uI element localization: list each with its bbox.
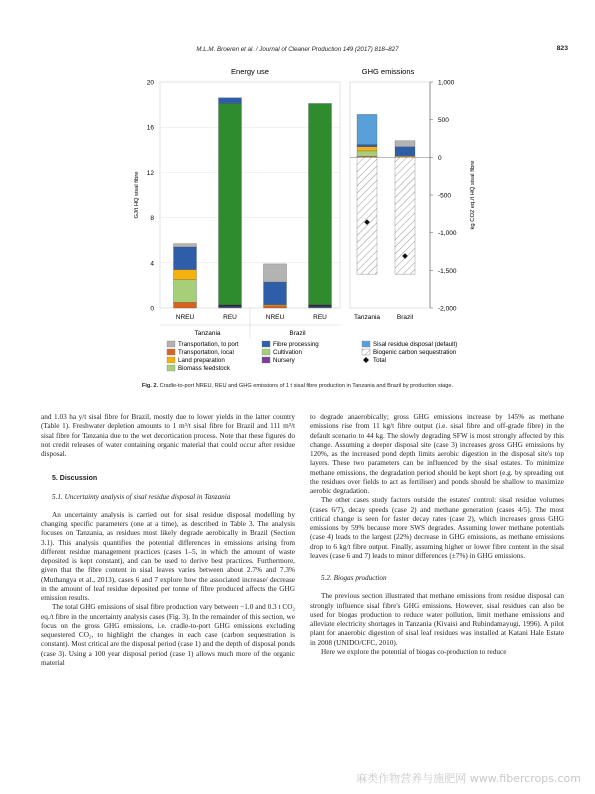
bar-segment [357,145,377,147]
y-tick-label: -2,000 [438,305,457,313]
bar-segment [219,103,242,304]
bar-segment [357,114,377,144]
legend-swatch [362,349,370,355]
watermark: 麻类作物营养与施肥网 www.fibercrops.com [356,772,581,785]
left-column [41,413,295,668]
legend-label: Transportation, local [178,349,234,357]
chart-title: Energy use [231,67,269,76]
legend-label: Fibre processing [273,341,319,349]
right-column [310,413,564,657]
bar-segment [357,151,377,156]
section-heading-discussion: 5. Discussion [52,475,98,483]
bar-segment [219,307,242,308]
group-label: Brazil [289,330,306,337]
paragraph: An uncertainty analysis is carried out for sisal residue disposal modelling by changing specific parameters (one at a time), as described in Table 3. The analysis focuses on Tanzania, as residues most likely degrade aerobically in Brazil (Section 3.1). This analysis quantifies the potential differences in emissions arising from different residue management practices (cases 1–5, in which the amount of waste deposited is kept constant), and can be used to derive best practices. Furthermore, given that the fibre content in sisal leaves varies between about 2.7% and 7.3% (Muthangya et al., 2013), cases 6 and 7 explore how the associated increase/ decrease in the amount of leaf residue deposited per tonne of fibre produced affects the GHG emission results. [41,510,295,602]
chart-title: GHG emissions [361,67,415,76]
legend-swatch [167,341,175,347]
legend-swatch [262,357,270,363]
legend-swatch [362,341,370,347]
x-tick-label: NREU [265,314,285,321]
legend-label: Sisal residue disposal (default) [373,341,458,349]
x-tick-label: REU [223,314,237,321]
bar-segment [357,157,377,274]
paragraph: to degrade anaerobically; gross GHG emissions increase by 145% as methane emissions rise from 11 kg/t fibre output (i.e. sisal fibre and off-grade fibre) in the default scenario to 44 kg. The slowly degrading SFW is most strongly affected by this change. Assuming a deeper disposal site (case 3) increases gross GHG emissions by 120%, as the increased pond depth limits aerobic digestion in the disposal site's top layers. These two parameters can be influenced by the sisal estates. To minimize methane emissions, the degradation period should be kept short (e.g. by spreading out the residues over fields to act as fertiliser) and ponds should be shallow to maximize aerobic degradation. [310,413,564,495]
bar-segment [219,98,242,104]
bar-segment [174,280,197,303]
legend-label: Biogenic carbon sequestration [373,349,457,357]
y-tick-label: 8 [150,215,154,223]
legend-label: Cultivation [273,349,302,357]
figure-chart [120,62,560,380]
legend-swatch [262,341,270,347]
y-tick-label: -1,000 [438,230,457,238]
paragraph: The other cases study factors outside the estates' control: sisal residue volumes (cases 6/7), decay speeds (case 2) and methane generation (cases 4/5). The most critical change is seen for faster decay rates (case 2), which increases gross GHG emissions by 59% because more SWS degrades. Assuming lower methane potentials (case 4) leads to the largest (22%) decrease in GHG emissions, as methane emissions drop to 6 kg/t fibre output. Finally, assuming higher or lower fibre content in the sisal leaves (case 6 and 7) leads to minor differences (±7%) in GHG emissions. [310,496,564,560]
legend-swatch [167,357,175,363]
bar-segment [174,270,197,280]
figure-caption [0,383,595,389]
legend-swatch [167,365,175,371]
running-head [0,44,595,58]
legend-label: Nursery [273,357,295,365]
bar-segment [174,244,197,247]
bar-segment [174,247,197,270]
caption-label: Fig. 2. [141,383,159,389]
legend-swatch [262,349,270,355]
figure-2 [120,62,560,380]
paragraph: and 1.03 ha y/t sisal fibre for Brazil, mostly due to lower yields in the latter country (Table 1). Freshwater depletion amounts to 1 m³/t sisal fibre for Brazil and 111 m³/t sisal fibre for Tanzania due to the wet decortication process. Note that these figures do not credit releases of water containing organic material that could occur after residue disposal. [41,413,295,458]
journal-citation: M.L.M. Broeren et al. / Journal of Cleaner Production 149 (2017) 818–827 [196,46,399,53]
bar-segment [309,305,332,307]
y-tick-label: 1,000 [438,79,455,87]
y-axis-label: GJ/t HQ sisal fibre [134,171,140,219]
bar-segment [264,306,287,308]
y-tick-label: 16 [146,124,154,132]
paragraph: The previous section illustrated that methane emissions from residue disposal can strongly influence sisal fibre's GHG emissions. However, sisal residues can also be used for biogas production to reduce water pollution, limit methane emissions and alleviate electricity shortages in Tanzania (Kivaisi and Rubindamayugi, 1996). A pilot plant for anaerobic digestion of sisal leaf residues was installed at Katani Hale Estate in 2008 (UNIDO/CFC, 2010). [310,592,564,647]
paragraph: Here we explore the potential of biogas co-production to reduce [321,647,507,656]
x-tick-label: Brazil [396,314,414,321]
y-axis-label: kg CO2 eq./t HQ sisal fibre [470,160,476,230]
y-tick-label: -1,500 [438,267,457,275]
legend-swatch [167,349,175,355]
ghg-emissions-chart [350,67,476,321]
x-tick-label: REU [313,314,327,321]
x-tick-label: Tanzania [353,314,381,321]
bar-segment [264,282,287,305]
y-tick-label: 0 [150,305,154,313]
y-tick-label: 0 [438,154,442,162]
y-tick-label: 500 [438,117,449,125]
legend-label: Transportation, to port [178,341,239,349]
bar-segment [395,141,415,147]
figure-legend [167,341,457,372]
energy-use-chart [134,67,340,338]
paragraph: The total GHG emissions of sisal fibre production vary between −1.0 and 0.3 t CO₂ eq./t fibre in the uncertainty analysis cases (Fig. 3). In the remainder of this section, we focus on the gross GHG emissions, i.e. cradle-to-port GHG emissions excluding sequestered CO₂, to highlight the changes in each case (carbon sequestration is constant). Most critical are the disposal period (case 1) and the depth of disposal ponds (case 3). Using a 100 year disposal period (case 1) allows much more of the organic material [41,603,295,667]
y-tick-label: -500 [438,192,452,200]
bar-segment [264,305,287,306]
subsection-heading-uncertainty: 5.1. Uncertainty analysis of sisal residue disposal in Tanzania [52,492,231,501]
bar-segment [357,147,377,151]
bar-segment [174,302,197,308]
group-label: Tanzania [194,330,221,337]
y-tick-label: 12 [146,169,154,177]
x-tick-label: NREU [175,314,195,321]
bar-segment [395,147,415,156]
legend-marker-total [363,357,369,363]
legend-label: Land preparation [178,357,225,365]
y-tick-label: 4 [150,260,154,268]
page-number: 823 [556,45,568,52]
bar-segment [219,305,242,307]
subsection-heading-biogas: 5.2. Biogas production [321,574,387,582]
caption-text: Cradle-to-port NREU, REU and GHG emissions of 1 t sisal fibre production in Tanzania and Brazil by production stage. [159,383,454,389]
bar-segment [264,264,287,282]
bar-segment [309,103,332,304]
legend-label: Biomass feedstock [178,365,230,373]
bar-segment [357,156,377,157]
legend-label: Total [373,357,387,365]
y-tick-label: 20 [146,79,154,87]
bar-segment [309,307,332,308]
